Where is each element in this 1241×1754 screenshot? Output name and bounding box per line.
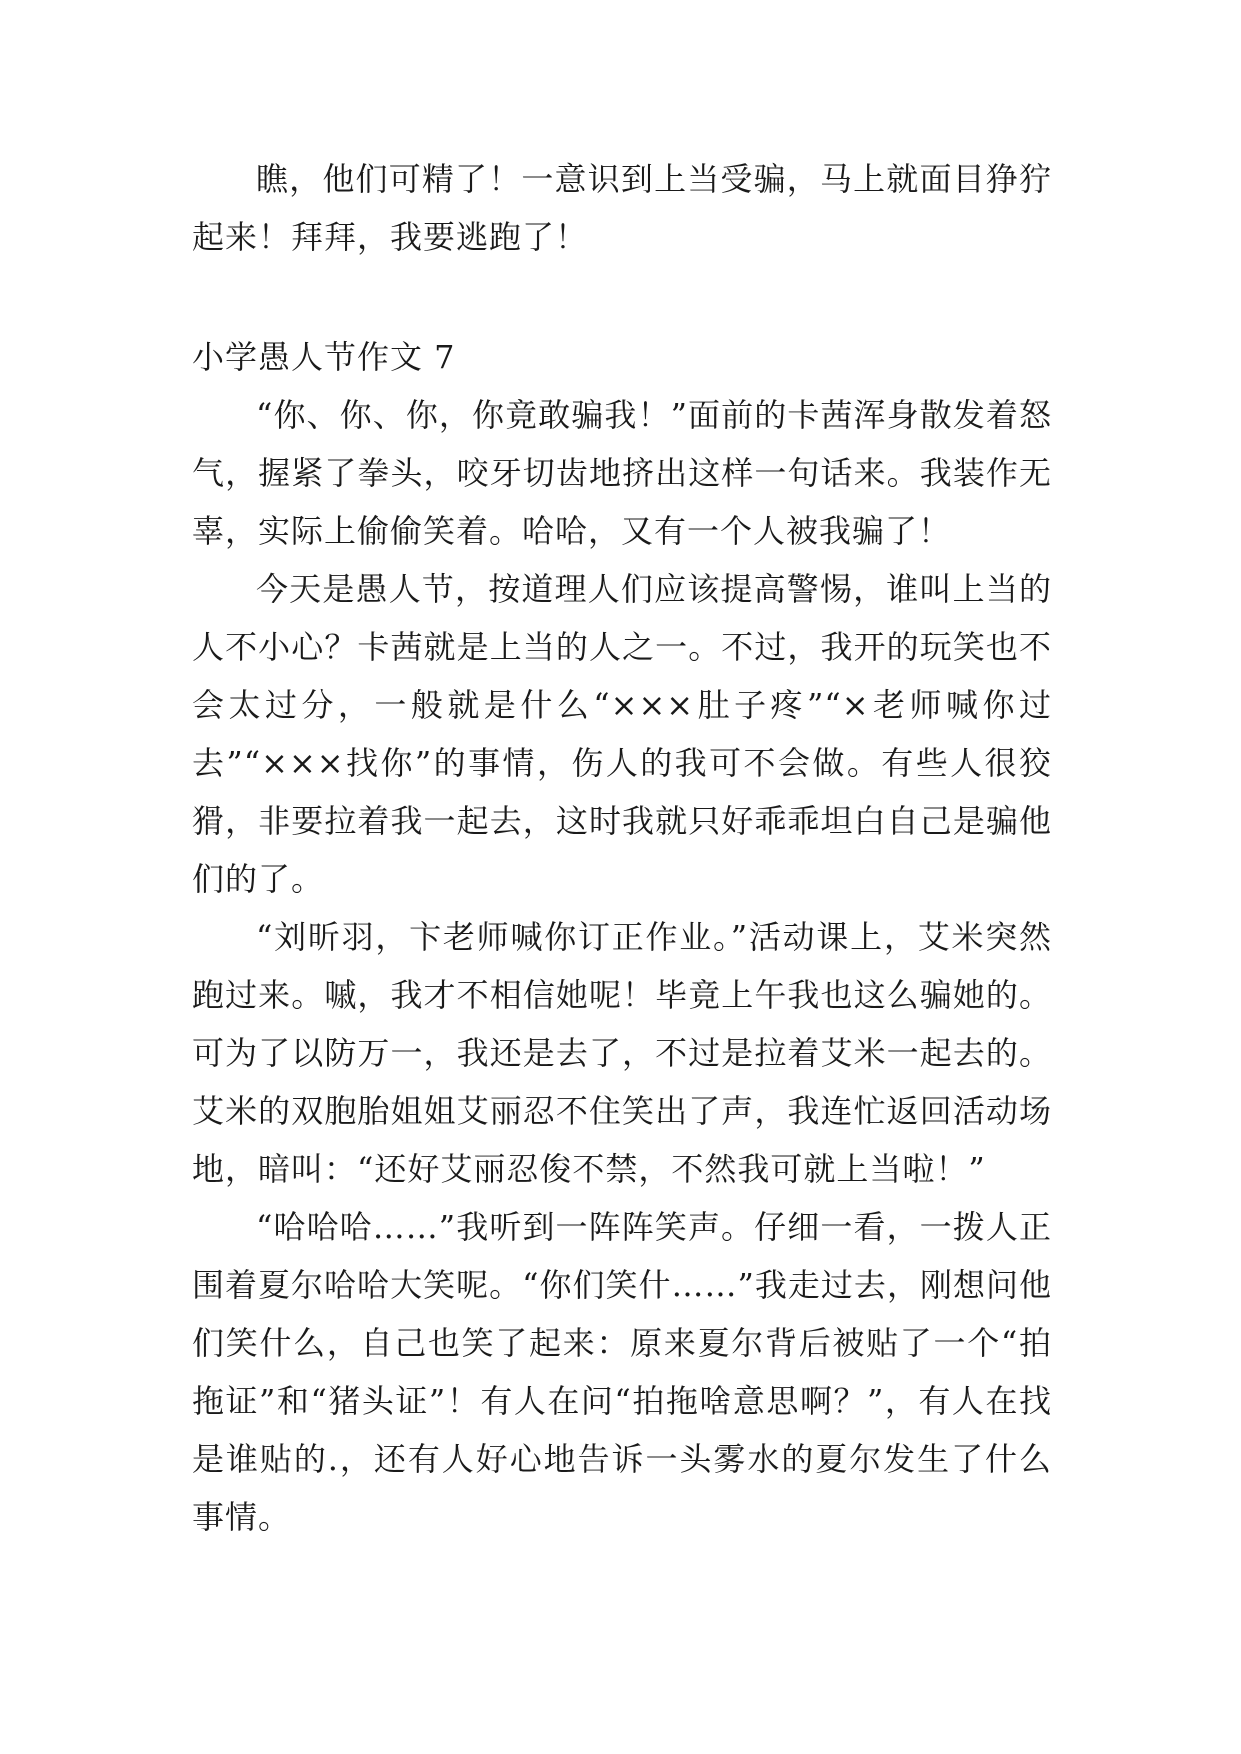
essay-paragraph: “哈哈哈……”我听到一阵阵笑声。仔细一看，一拨人正围着夏尔哈哈大笑呢。“你们笑什……”我走过去，刚想问他们笑什么，自己也笑了起来：原来夏尔背后被贴了一个“拍拖证”和“猪头证”！有人在问“拍拖啥意思啊？”，有人在找是谁贴的.，还有人好心地告诉一头雾水的夏尔发生了什么事情。 xyxy=(192,1208,1052,1536)
document-page xyxy=(192,150,1052,1546)
essay-title: 小学愚人节作文 7 xyxy=(192,338,456,376)
intro-paragraph: 瞧，他们可精了！一意识到上当受骗，马上就面目狰狞起来！拜拜，我要逃跑了！ xyxy=(192,160,1052,256)
essay-paragraph: “刘昕羽，卞老师喊你订正作业。”活动课上，艾米突然跑过来。嘁，我才不相信她呢！毕竟上午我也这么骗她的。可为了以防万一，我还是去了，不过是拉着艾米一起去的。艾米的双胞胎姐姐艾丽忍不住笑出了声，我连忙返回活动场地，暗叫：“还好艾丽忍俊不禁，不然我可就上当啦！” xyxy=(192,918,1052,1188)
essay-paragraph: “你、你、你，你竟敢骗我！”面前的卡茜浑身散发着怒气，握紧了拳头，咬牙切齿地挤出这样一句话来。我装作无辜，实际上偷偷笑着。哈哈，又有一个人被我骗了！ xyxy=(192,396,1052,550)
essay-paragraph: 今天是愚人节，按道理人们应该提高警惕，谁叫上当的人不小心？卡茜就是上当的人之一。不过，我开的玩笑也不会太过分，一般就是什么“×××肚子疼”“×老师喊你过去”“×××找你”的事情，伤人的我可不会做。有些人很狡猾，非要拉着我一起去，这时我就只好乖乖坦白自己是骗他们的了。 xyxy=(192,570,1052,898)
